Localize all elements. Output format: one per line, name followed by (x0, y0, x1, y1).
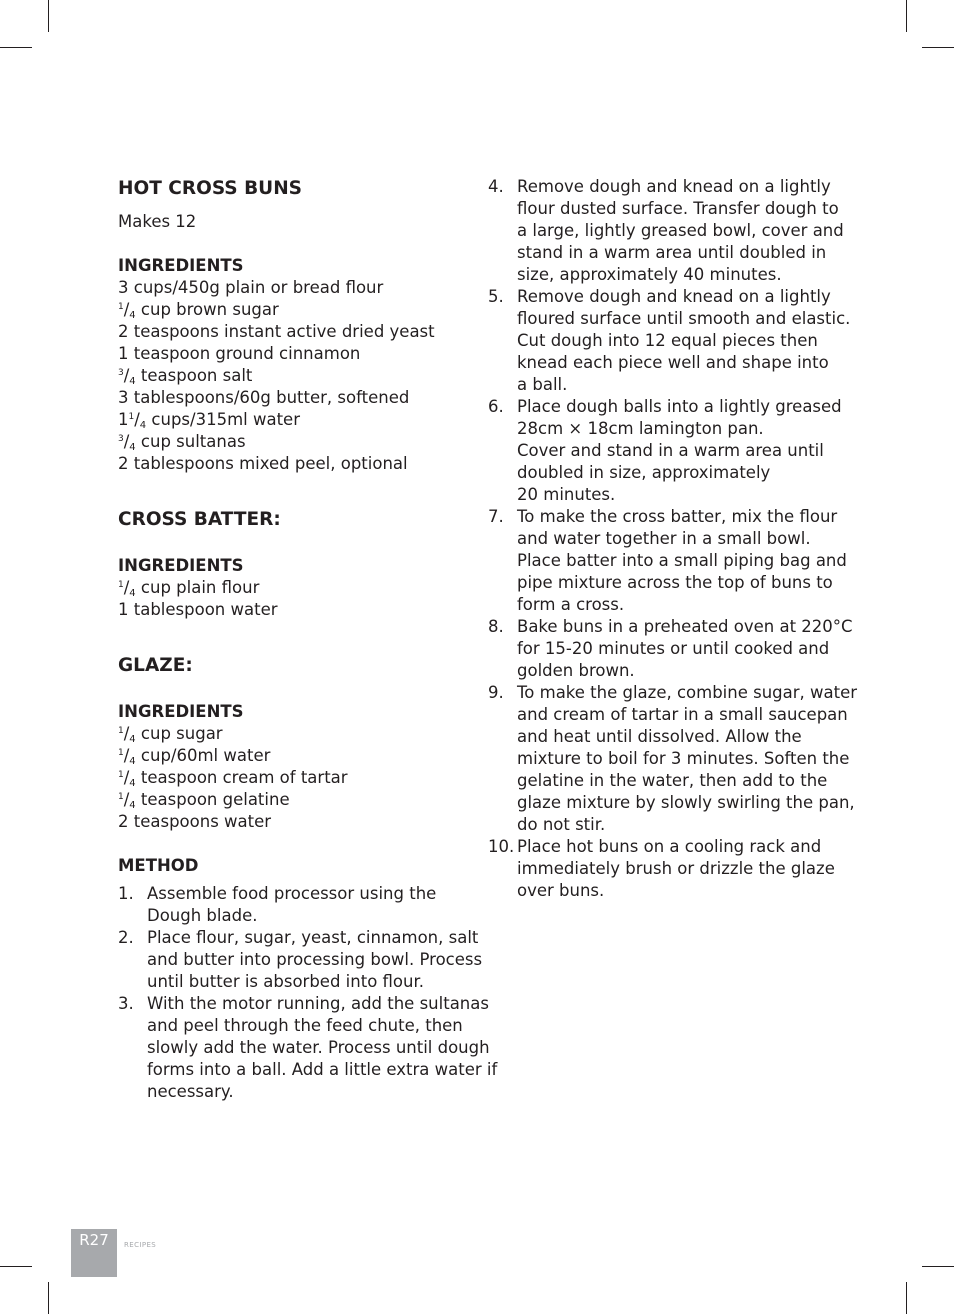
ingredient-line (118, 599, 468, 621)
step-number: 9. (488, 683, 504, 702)
step-text-line: Place hot buns on a cooling rack and (517, 837, 822, 856)
crop-mark (922, 1266, 954, 1267)
ingredient-whole: 1 (118, 410, 129, 429)
step-text-line: stand in a warm area until doubled in (517, 243, 827, 262)
method-steps-left (118, 883, 498, 1103)
crop-mark (0, 1266, 32, 1267)
fraction-slash: / (123, 578, 130, 597)
step-text-line: size, approximately 40 minutes. (517, 265, 782, 284)
step-text-line: mixture to boil for 3 minutes. Soften the (517, 749, 850, 768)
ingredient-line (118, 767, 468, 789)
step-text-line: over buns. (517, 881, 605, 900)
fraction-slash: / (123, 790, 130, 809)
ingredient-text: 2 teaspoons water (118, 812, 272, 831)
ingredient-text: 1 teaspoon ground cinnamon (118, 344, 361, 363)
fraction-numerator: 3 (118, 434, 124, 444)
crop-mark (906, 0, 907, 32)
ingredient-line (118, 453, 468, 475)
step-text (517, 836, 835, 902)
step-text-line: Assemble food processor using the (147, 884, 437, 903)
cross-batter-title: CROSS BATTER: (118, 509, 281, 530)
glaze-title: GLAZE: (118, 655, 193, 676)
method-steps-right (488, 176, 858, 902)
method-step (488, 836, 833, 902)
ingredients-heading: INGREDIENTS (118, 256, 244, 275)
fraction-slash: / (123, 300, 130, 319)
ingredient-line (118, 277, 468, 299)
fraction-slash: / (123, 366, 130, 385)
step-text-line: and heat until dissolved. Allow the (517, 727, 802, 746)
ingredient-line (118, 811, 468, 833)
step-text-line: and water together in a small bowl. (517, 529, 811, 548)
ingredient-text: 1 tablespoon water (118, 600, 278, 619)
crop-mark (0, 47, 32, 48)
step-text-line: doubled in size, approximately (517, 463, 771, 482)
glaze-ingredients-heading: INGREDIENTS (118, 702, 244, 721)
ingredient-line (118, 343, 468, 365)
step-text-line: necessary. (147, 1082, 234, 1101)
fraction-numerator: 1 (118, 748, 124, 758)
fraction-slash: / (123, 768, 130, 787)
ingredient-line (118, 321, 468, 343)
fraction-denominator: 4 (129, 734, 136, 745)
step-text-line: a ball. (517, 375, 568, 394)
fraction-denominator: 4 (129, 800, 136, 811)
step-text-line: Place dough balls into a lightly greased (517, 397, 842, 416)
ingredient-text: cup brown sugar (135, 300, 279, 319)
fraction-slash: / (123, 724, 130, 743)
step-text-line: gelatine in the water, then add to the (517, 771, 828, 790)
fraction-numerator: 3 (118, 368, 124, 378)
step-number: 6. (488, 397, 504, 416)
step-text-line: Remove dough and knead on a lightly (517, 287, 831, 306)
ingredient-line (118, 789, 468, 811)
fraction-denominator: 4 (129, 756, 136, 767)
crop-mark (48, 0, 49, 32)
step-text-line: pipe mixture across the top of buns to (517, 573, 833, 592)
fraction-denominator: 4 (129, 376, 136, 387)
step-text (147, 883, 468, 927)
step-number: 2. (118, 928, 134, 947)
fraction-numerator: 1 (118, 580, 124, 590)
ingredient-text: teaspoon gelatine (135, 790, 290, 809)
step-text-line: To make the cross batter, mix the flour (517, 507, 838, 526)
step-number: 7. (488, 507, 504, 526)
step-text (147, 993, 497, 1103)
ingredient-text: cup sultanas (135, 432, 246, 451)
method-step (118, 883, 468, 927)
ingredient-text: 3 tablespoons/60g butter, softened (118, 388, 410, 407)
ingredient-line (118, 387, 468, 409)
glaze-ingredient-list (118, 723, 468, 833)
ingredient-text: teaspoon cream of tartar (135, 768, 348, 787)
step-number: 3. (118, 994, 134, 1013)
method-step (488, 286, 851, 396)
fraction-numerator: 1 (118, 770, 124, 780)
recipe-title: HOT CROSS BUNS (118, 178, 303, 199)
right-column (488, 176, 858, 902)
step-text-line: and peel through the feed chute, then (147, 1016, 463, 1035)
ingredient-text: cup plain flour (135, 578, 260, 597)
ingredient-text: cups/315ml water (146, 410, 300, 429)
step-text-line: Place batter into a small piping bag and (517, 551, 847, 570)
step-text (517, 286, 850, 396)
step-text-line: golden brown. (517, 661, 635, 680)
method-step (488, 396, 842, 506)
step-text-line: forms into a ball. Add a little extra water if (147, 1060, 498, 1079)
fraction-numerator: 1 (118, 726, 124, 736)
ingredient-line (118, 723, 468, 745)
crop-mark (48, 1282, 49, 1314)
step-text (517, 682, 857, 836)
crop-mark (906, 1282, 907, 1314)
fraction-denominator: 4 (129, 588, 136, 599)
fraction-denominator: 4 (139, 420, 147, 431)
ingredient-line (118, 431, 468, 453)
step-text-line: To make the glaze, combine sugar, water (517, 683, 858, 702)
method-step (488, 176, 844, 286)
step-text-line: form a cross. (517, 595, 625, 614)
fraction-slash: / (134, 410, 140, 429)
crop-mark (922, 47, 954, 48)
cross-batter-ingredient-list (118, 577, 468, 621)
ingredient-text: cup/60ml water (135, 746, 271, 765)
step-text-line: Bake buns in a preheated oven at 220°C (517, 617, 853, 636)
ingredient-text: 2 teaspoons instant active dried yeast (118, 322, 435, 341)
fraction-denominator: 4 (129, 442, 136, 453)
fraction-denominator: 4 (129, 778, 136, 789)
method-step (118, 927, 483, 993)
step-text-line: for 15-20 minutes or until cooked and (517, 639, 830, 658)
method-heading: METHOD (118, 856, 199, 875)
section-label: RECIPES (124, 1241, 157, 1249)
fraction-denominator: 4 (129, 310, 136, 321)
step-text-line: glaze mixture by slowly swirling the pan, (517, 793, 855, 812)
step-text-line: and butter into processing bowl. Process (147, 950, 483, 969)
step-text (147, 927, 482, 993)
ingredient-line (118, 577, 468, 599)
fraction-slash: / (123, 432, 130, 451)
step-number: 8. (488, 617, 504, 636)
step-text-line: Place flour, sugar, yeast, cinnamon, salt (147, 928, 479, 947)
page-number-tab (71, 1229, 117, 1277)
step-text (517, 396, 842, 506)
step-text-line: 20 minutes. (517, 485, 616, 504)
method-step (488, 682, 858, 836)
ingredient-line (118, 365, 468, 387)
ingredient-text: cup sugar (135, 724, 223, 743)
step-text-line: flour dusted surface. Transfer dough to (517, 199, 839, 218)
ingredient-list (118, 277, 468, 475)
step-text-line: Cover and stand in a warm area until (517, 441, 824, 460)
step-text-line: and cream of tartar in a small saucepan (517, 705, 848, 724)
method-step (118, 993, 498, 1103)
page-number: R27 (79, 1231, 109, 1249)
step-text-line: floured surface until smooth and elastic. (517, 309, 851, 328)
ingredient-line (118, 745, 468, 767)
step-text-line: a large, lightly greased bowl, cover and (517, 221, 844, 240)
step-text (517, 176, 844, 286)
step-text (517, 506, 847, 616)
ingredient-text: 2 tablespoons mixed peel, optional (118, 454, 408, 473)
step-text-line: Cut dough into 12 equal pieces then (517, 331, 818, 350)
fraction-slash: / (123, 746, 130, 765)
step-text-line: knead each piece well and shape into (517, 353, 829, 372)
step-text (517, 616, 853, 682)
cross-batter-ingredients-heading: INGREDIENTS (118, 556, 244, 575)
ingredient-text: teaspoon salt (135, 366, 253, 385)
step-text-line: 28cm × 18cm lamington pan. (517, 419, 764, 438)
left-column (118, 176, 498, 1103)
method-step (488, 506, 847, 616)
step-number: 1. (118, 884, 134, 903)
ingredient-line (118, 299, 468, 321)
ingredient-line (118, 409, 468, 431)
fraction-numerator: 1 (118, 302, 124, 312)
step-text-line: Remove dough and knead on a lightly (517, 177, 831, 196)
step-text-line: immediately brush or drizzle the glaze (517, 859, 835, 878)
step-text-line: do not stir. (517, 815, 606, 834)
fraction-numerator: 1 (118, 792, 124, 802)
fraction-numerator: 1 (128, 412, 135, 422)
ingredient-text: 3 cups/450g plain or bread flour (118, 278, 384, 297)
method-step (488, 616, 853, 682)
step-text-line: until butter is absorbed into flour. (147, 972, 424, 991)
step-text-line: Dough blade. (147, 906, 258, 925)
step-number: 10. (488, 837, 515, 856)
step-number: 5. (488, 287, 504, 306)
step-text-line: slowly add the water. Process until dough (147, 1038, 490, 1057)
step-text-line: With the motor running, add the sultanas (147, 994, 489, 1013)
step-number: 4. (488, 177, 504, 196)
recipe-yield: Makes 12 (118, 212, 197, 231)
